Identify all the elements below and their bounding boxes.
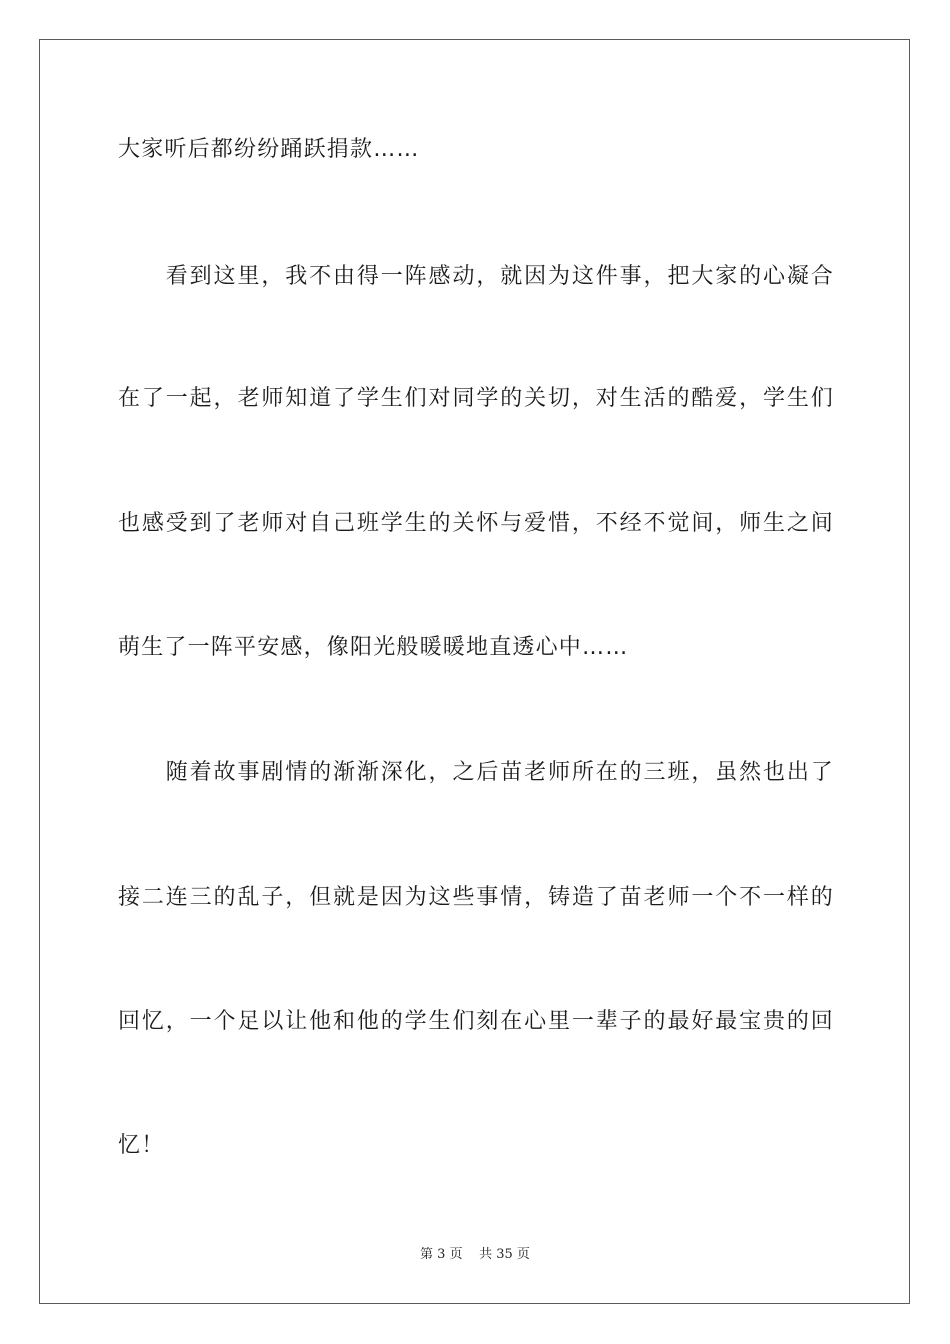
body-line-1: 大家听后都纷纷踊跃捐款……	[118, 137, 420, 162]
page-border	[39, 39, 910, 1304]
body-line-7: 接二连三的乱子，但就是因为这些事情，铸造了苗老师一个不一样的	[118, 885, 834, 910]
body-line-5: 萌生了一阵平安感，像阳光般暖暖地直透心中……	[118, 635, 629, 660]
body-line-6: 随着故事剧情的渐渐深化，之后苗老师所在的三班，虽然也出了	[118, 760, 834, 785]
body-line-8: 回忆，一个足以让他和他的学生们刻在心里一辈子的最好最宝贵的回	[118, 1009, 834, 1034]
page-number: 第 3 页	[420, 1247, 463, 1262]
page-footer	[0, 1246, 950, 1264]
body-line-2: 看到这里，我不由得一阵感动，就因为这件事，把大家的心凝合	[118, 264, 834, 289]
body-line-4: 也感受到了老师对自己班学生的关怀与爱惜，不经不觉间，师生之间	[118, 511, 834, 536]
body-line-9: 忆！	[118, 1133, 165, 1158]
page-total: 共 35 页	[479, 1247, 530, 1262]
body-line-3: 在了一起，老师知道了学生们对同学的关切，对生活的酷爱，学生们	[118, 386, 834, 411]
